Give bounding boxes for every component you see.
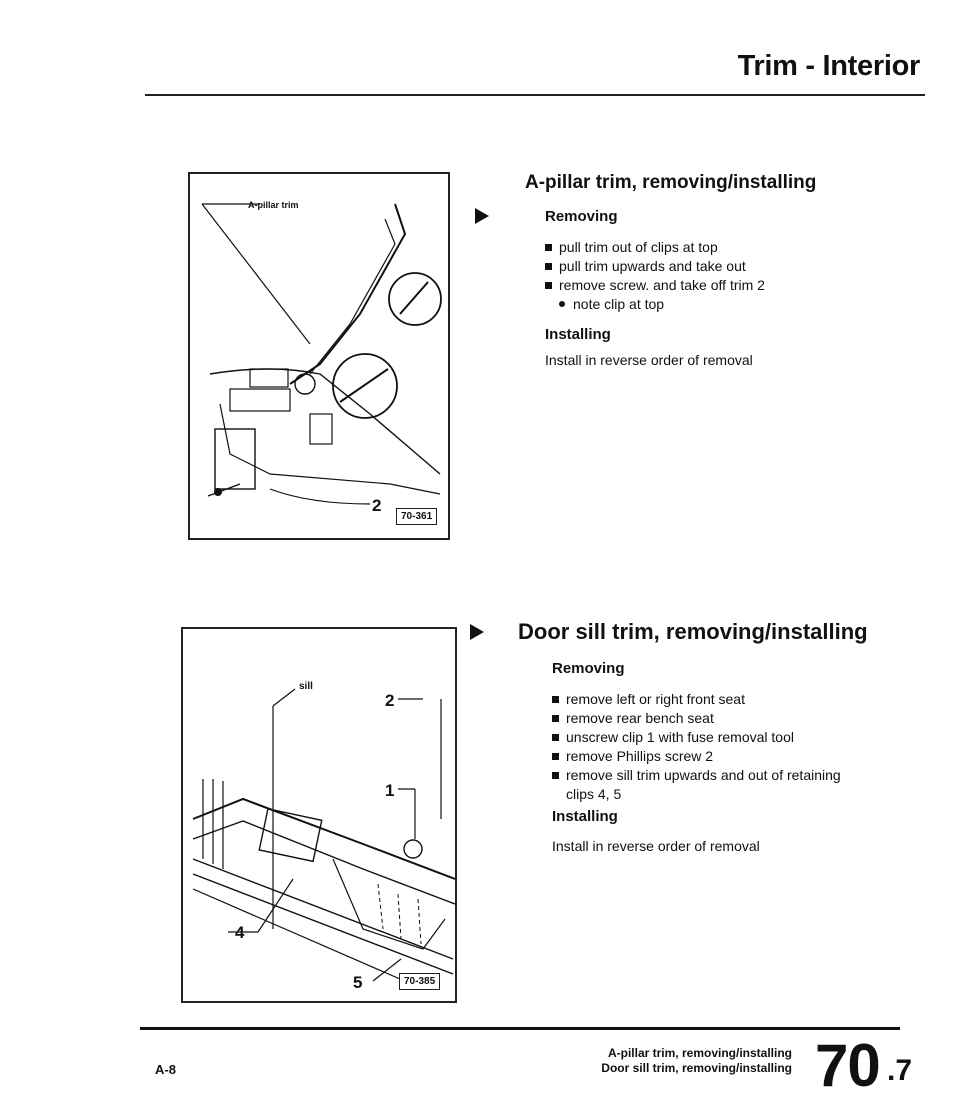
installing-heading: Installing	[545, 326, 611, 343]
callout-2: 2	[385, 691, 395, 710]
pointer-arrow-icon	[470, 624, 484, 640]
callout-5: 5	[353, 973, 363, 992]
a-pillar-removing-steps	[545, 238, 865, 314]
door-sill-drawing	[183, 629, 455, 1001]
section-title-a-pillar: A-pillar trim, removing/installing	[525, 172, 817, 193]
list-item: remove Phillips screw 2	[552, 747, 852, 766]
door-sill-removing-steps	[552, 690, 852, 804]
list-item: remove sill trim upwards and out of retaining clips 4, 5	[552, 766, 852, 804]
list-item: unscrew clip 1 with fuse removal tool	[552, 728, 852, 747]
chapter-subnumber: .7	[887, 1054, 913, 1087]
installing-text: Install in reverse order of removal	[552, 838, 760, 854]
list-item: remove left or right front seat	[552, 690, 852, 709]
list-item: pull trim upwards and take out	[545, 257, 865, 276]
figure-ref-tag: 70-361	[396, 508, 437, 525]
removing-heading: Removing	[545, 208, 618, 225]
header-rule	[145, 94, 925, 96]
figure-label-a-pillar: A-pillar trim	[248, 200, 299, 210]
figure-ref-tag: 70-385	[399, 973, 440, 990]
a-pillar-drawing	[190, 174, 448, 538]
footer-section-list	[601, 1046, 792, 1076]
list-item: remove rear bench seat	[552, 709, 852, 728]
installing-text: Install in reverse order of removal	[545, 352, 753, 368]
installing-heading: Installing	[552, 808, 618, 825]
chapter-number: 70	[815, 1032, 880, 1099]
list-item: pull trim out of clips at top	[545, 238, 865, 257]
list-subitem: note clip at top	[545, 295, 865, 314]
footer-line: A-pillar trim, removing/installing	[607, 1046, 792, 1060]
callout-1: 1	[385, 781, 395, 800]
page-header-title: Trim - Interior	[737, 50, 920, 82]
section-title-door-sill: Door sill trim, removing/installing	[518, 619, 868, 644]
callout-2: 2	[372, 496, 382, 515]
figure-label-sill: sill	[299, 681, 313, 692]
list-item: remove screw. and take off trim 2	[545, 276, 865, 295]
figure-door-sill	[181, 627, 457, 1003]
pointer-arrow-icon	[475, 208, 489, 224]
footer-line: Door sill trim, removing/installing	[601, 1061, 792, 1075]
removing-heading: Removing	[552, 660, 625, 677]
footer-rule	[140, 1027, 900, 1030]
callout-4: 4	[235, 923, 245, 942]
page-reference: A-8	[155, 1062, 176, 1077]
figure-a-pillar	[188, 172, 450, 540]
